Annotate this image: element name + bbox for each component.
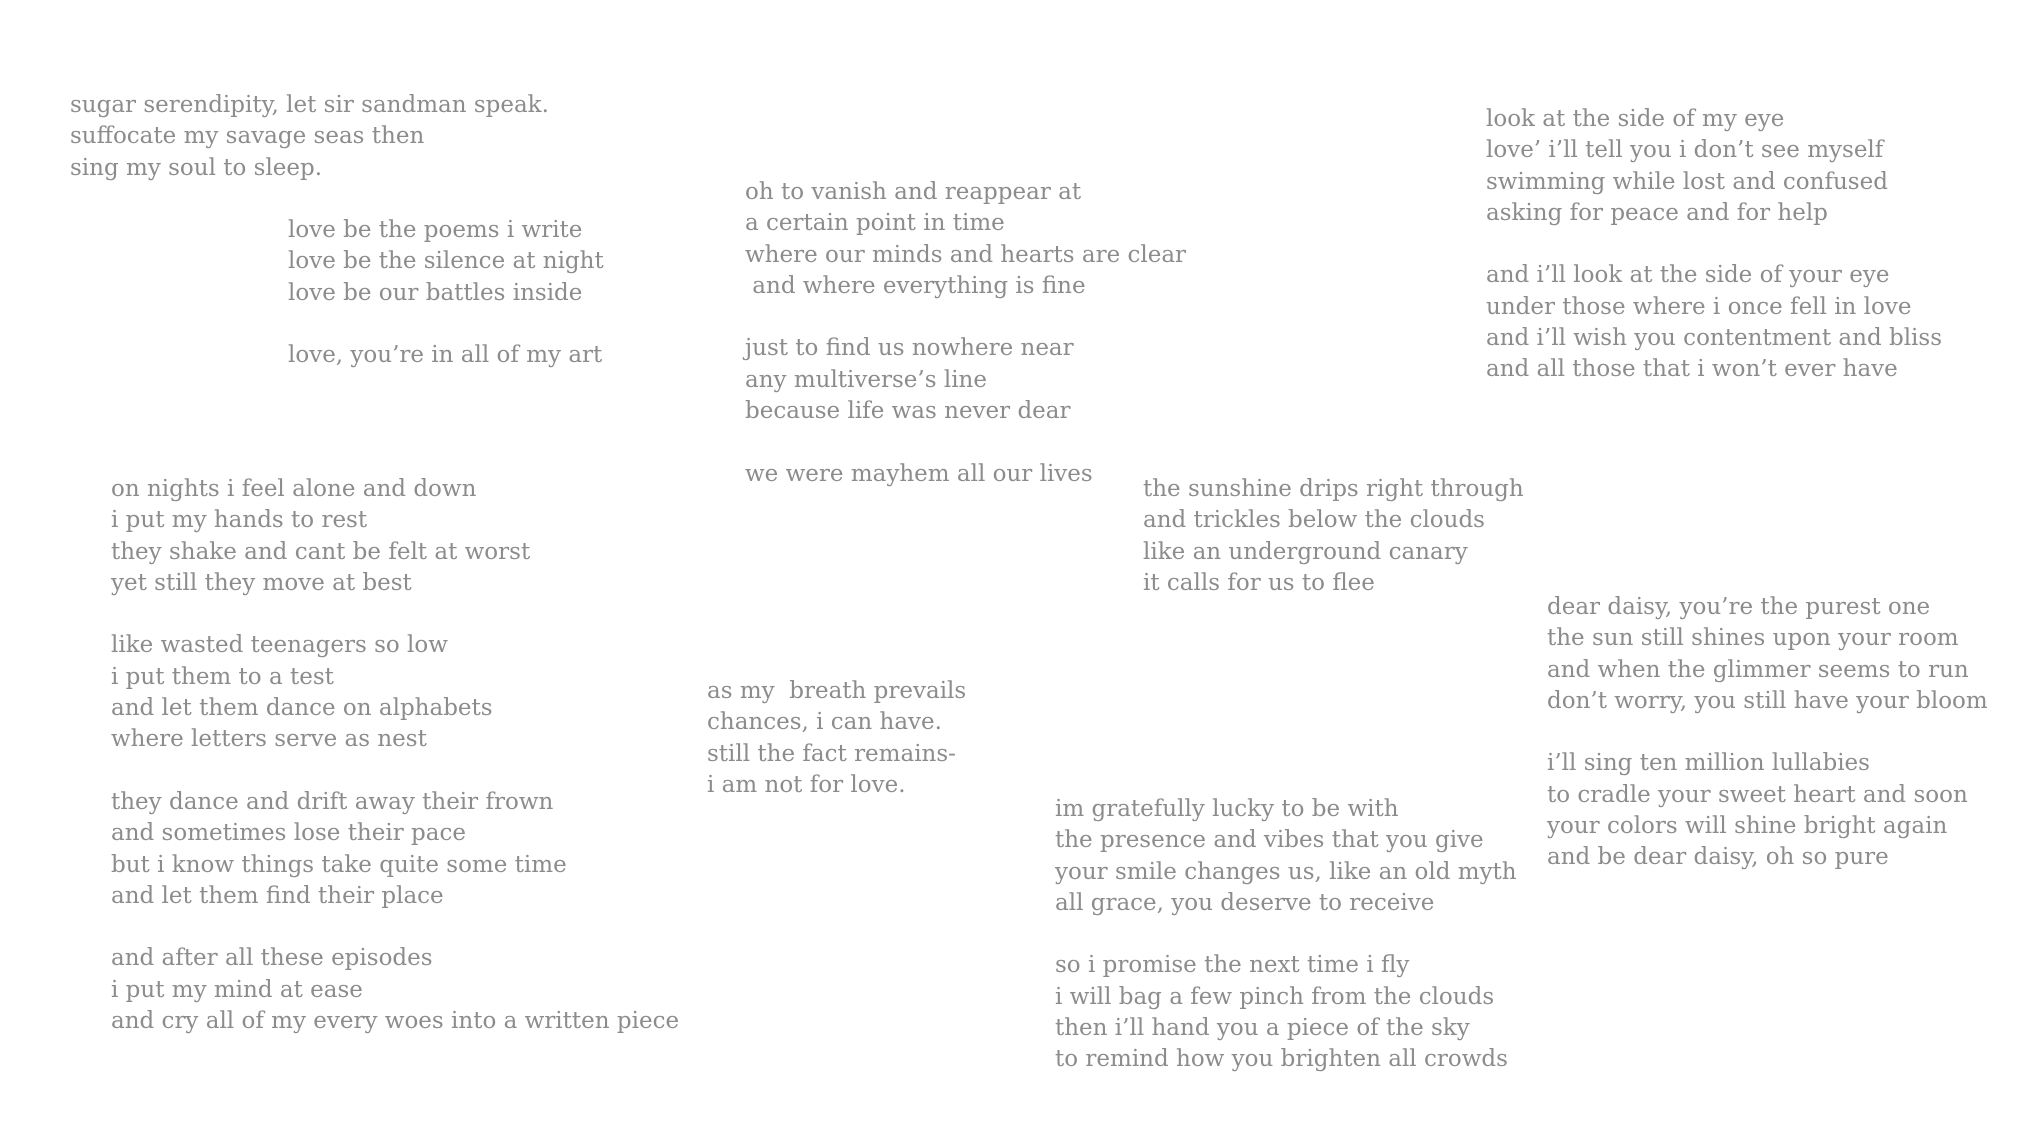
- poem-line: love, you’re in all of my art: [288, 342, 603, 369]
- poem-line: we were mayhem all our lives: [745, 460, 1093, 487]
- poem-line: to remind how you brighten all crowds: [1055, 1046, 1508, 1073]
- poem-line: to cradle your sweet heart and soon: [1547, 781, 1968, 808]
- poem-sugar-serendipity: [70, 90, 549, 184]
- poem-line: don’t worry, you still have your bloom: [1547, 687, 1988, 714]
- poem-stanza: [745, 333, 1186, 427]
- poem-line: and sometimes lose their pace: [111, 820, 466, 847]
- poem-line: where our minds and hearts are clear: [745, 241, 1187, 268]
- poem-line: your smile changes us, like an old myth: [1055, 858, 1517, 885]
- poem-line: and where everything is fine: [745, 272, 1086, 299]
- poem-line: a certain point in time: [745, 210, 1005, 237]
- poem-line: like wasted teenagers so low: [111, 632, 448, 659]
- poem-line: im gratefully lucky to be with: [1055, 796, 1399, 822]
- poem-line: the sunshine drips right through: [1143, 476, 1524, 502]
- poem-line: chances, i can have.: [707, 709, 942, 736]
- poem-stanza: [745, 459, 1186, 490]
- poem-line: and let them find their place: [111, 882, 444, 909]
- poem-stanza: [70, 90, 549, 184]
- poem-line: the sun still shines upon your room: [1547, 625, 1959, 652]
- poem-stanza: [707, 676, 966, 801]
- poem-line: and be dear daisy, oh so pure: [1547, 844, 1889, 871]
- poem-line: still the fact remains-: [707, 740, 956, 767]
- poem-line: and let them dance on alphabets: [111, 695, 493, 722]
- poem-line: dear daisy, you’re the purest one: [1547, 594, 1931, 620]
- poem-gratefully-lucky: [1055, 794, 1517, 1076]
- poem-stanza: [745, 177, 1186, 302]
- poem-line: it calls for us to flee: [1143, 569, 1375, 596]
- poem-line: they dance and drift away their frown: [111, 788, 554, 815]
- poem-line: then i’ll hand you a piece of the sky: [1055, 1015, 1470, 1042]
- poem-line: love be the poems i write: [288, 217, 583, 243]
- poem-as-my-breath: [707, 676, 966, 801]
- poem-oh-to-vanish: [745, 177, 1186, 490]
- poem-line: as my breath prevails: [707, 678, 967, 704]
- poem-line: like an underground canary: [1143, 538, 1468, 565]
- poem-stanza: [1055, 950, 1517, 1075]
- poem-stanza: [1143, 474, 1524, 599]
- poem-stanza: [111, 787, 679, 912]
- poem-line: the presence and vibes that you give: [1055, 827, 1484, 854]
- poem-line: and trickles below the clouds: [1143, 507, 1485, 534]
- poem-sunshine-drips: [1143, 474, 1524, 599]
- poem-line: love be the silence at night: [288, 248, 604, 275]
- poem-line: i will bag a few pinch from the clouds: [1055, 983, 1495, 1010]
- poem-line: i’ll sing ten million lullabies: [1547, 750, 1870, 777]
- poem-line: sing my soul to sleep.: [70, 154, 323, 181]
- poem-line: i put them to a test: [111, 663, 334, 690]
- poem-love-be-the-poems: [288, 215, 604, 371]
- poem-dear-daisy: [1547, 592, 1988, 874]
- poem-line: love be our battles inside: [288, 279, 583, 306]
- poem-stanza: [1055, 794, 1517, 919]
- poem-line: all grace, you deserve to receive: [1055, 889, 1435, 916]
- poem-stanza: [1486, 104, 1942, 229]
- poem-line: swimming while lost and confused: [1486, 168, 1888, 195]
- poem-line: asking for peace and for help: [1486, 199, 1828, 226]
- poem-line: on nights i feel alone and down: [111, 476, 477, 502]
- poem-line: oh to vanish and reappear at: [745, 179, 1082, 205]
- poem-line: so i promise the next time i fly: [1055, 952, 1410, 979]
- poem-on-nights: [111, 474, 679, 1037]
- poem-line: look at the side of my eye: [1486, 106, 1785, 132]
- poem-line: and after all these episodes: [111, 945, 433, 972]
- poem-line: i am not for love.: [707, 771, 906, 798]
- poem-line: i put my hands to rest: [111, 507, 368, 534]
- poem-stanza: [111, 630, 679, 755]
- poem-line: they shake and cant be felt at worst: [111, 538, 531, 565]
- poem-line: just to find us nowhere near: [745, 335, 1074, 362]
- poem-stanza: [288, 215, 604, 309]
- poem-line: and i’ll wish you contentment and bliss: [1486, 325, 1943, 352]
- poem-line: and all those that i won’t ever have: [1486, 356, 1898, 383]
- poem-stanza: [1547, 748, 1988, 873]
- poem-line: suffocate my savage seas then: [70, 123, 425, 150]
- poem-line: i put my mind at ease: [111, 976, 363, 1003]
- poem-line: yet still they move at best: [111, 569, 412, 596]
- poem-line: your colors will shine bright again: [1547, 813, 1948, 840]
- poem-line: and cry all of my every woes into a written piece: [111, 1008, 680, 1035]
- poem-line: where letters serve as nest: [111, 726, 427, 753]
- poem-stanza: [1486, 260, 1942, 385]
- poem-stanza: [288, 340, 604, 371]
- poem-line: because life was never dear: [745, 398, 1071, 425]
- poem-line: under those where i once fell in love: [1486, 293, 1912, 320]
- poem-stanza: [111, 474, 679, 599]
- poem-line: and i’ll look at the side of your eye: [1486, 262, 1890, 289]
- poem-stanza: [1547, 592, 1988, 717]
- poem-line: sugar serendipity, let sir sandman speak.: [70, 92, 549, 118]
- poem-stanza: [111, 943, 679, 1037]
- poem-look-at-the-side: [1486, 104, 1942, 386]
- poem-line: and when the glimmer seems to run: [1547, 656, 1969, 683]
- poem-line: any multiverse’s line: [745, 366, 987, 393]
- poem-line: but i know things take quite some time: [111, 851, 567, 878]
- poem-line: love’ i’ll tell you i don’t see myself: [1486, 137, 1884, 164]
